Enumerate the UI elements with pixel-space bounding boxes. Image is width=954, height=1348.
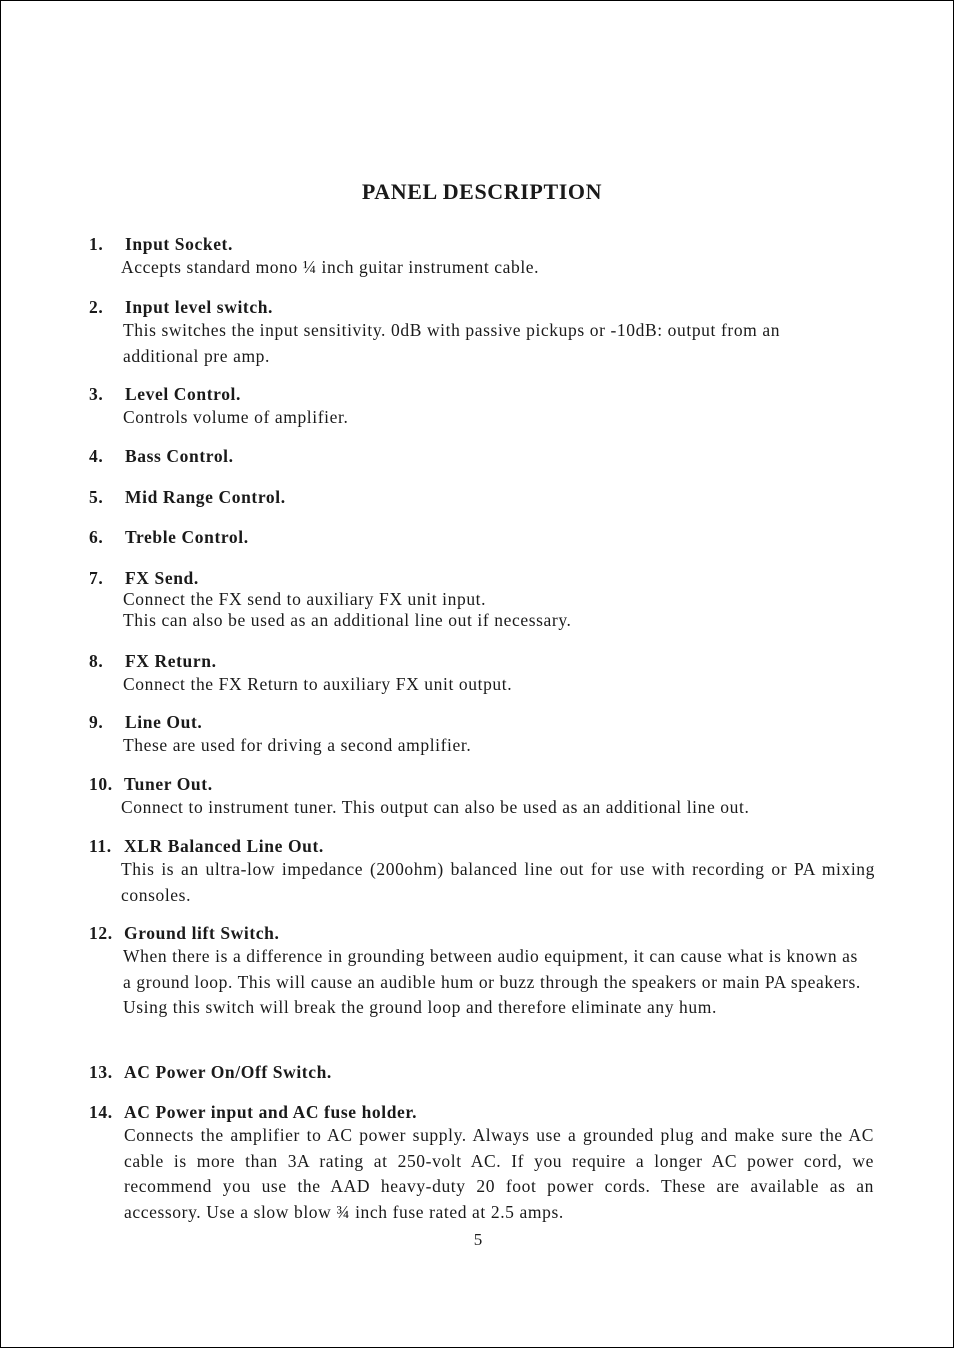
item-paragraph: This can also be used as an additional line out if necessary. [123,610,572,630]
item-heading [89,835,879,857]
item-description [123,672,879,698]
list-item-fx-send [89,567,879,631]
list-item-ac-power-input-fuse-holder [89,1101,879,1225]
item-paragraph: Controls volume of amplifier. [123,407,349,427]
item-number: 9. [89,712,104,732]
item-title: AC Power On/Off Switch. [124,1062,332,1082]
item-description [121,857,875,908]
item-title: Line Out. [125,712,203,732]
item-number: 14. [89,1102,113,1122]
item-title: Mid Range Control. [125,487,286,507]
item-heading [89,650,879,672]
item-heading [89,383,879,405]
item-paragraph: These are used for driving a second amplifier. [123,735,472,755]
item-description [123,318,853,369]
list-item-ground-lift-switch [89,922,879,1021]
item-title: Input Socket. [125,234,233,254]
item-heading [89,445,879,467]
item-heading [89,486,879,508]
item-title: Tuner Out. [124,774,213,794]
item-description [123,405,879,431]
item-heading [89,922,879,944]
item-number: 10. [89,774,113,794]
item-number: 8. [89,651,104,671]
item-heading [89,773,879,795]
item-number: 11. [89,836,112,856]
item-description [121,795,879,821]
list-item-line-out [89,711,879,759]
list-item-input-socket [89,233,879,281]
item-description [123,733,879,759]
item-heading [89,567,879,589]
list-item-xlr-balanced-line-out [89,835,879,908]
page-title: PANEL DESCRIPTION [361,179,603,204]
item-heading [89,711,879,733]
item-title: FX Return. [125,651,217,671]
item-description [124,1123,874,1225]
item-paragraph: This is an ultra-low impedance (200ohm) balanced line out for use with recording or PA mixing consoles. [121,859,875,905]
list-item-input-level-switch [89,296,879,369]
item-description [121,255,879,281]
list-item-fx-return [89,650,879,698]
item-heading [89,1101,879,1123]
item-paragraph: Connect the FX send to auxiliary FX unit input. [123,589,487,609]
item-number: 1. [89,234,104,254]
item-heading [89,1061,879,1083]
item-number: 2. [89,297,104,317]
item-heading [89,526,879,548]
list-item-bass-control [89,445,879,467]
item-description [123,589,879,631]
page-number: 5 [473,1230,483,1249]
item-paragraph: When there is a difference in grounding between audio equipment, it can cause what is known as a ground loop. This will cause an audible hum or buzz through the speakers or main PA speakers. Using this switch will break the ground loop and therefore eliminate any hum. [123,946,861,1017]
item-paragraph: Accepts standard mono ¼ inch guitar instrument cable. [121,257,540,277]
item-title: Input level switch. [125,297,274,317]
item-title: Treble Control. [125,527,249,547]
item-title: FX Send. [125,568,199,588]
item-number: 7. [89,568,104,588]
item-paragraph: This switches the input sensitivity. 0dB with passive pickups or -10dB: output from an additional pre amp. [123,320,781,366]
item-number: 5. [89,487,104,507]
list-item-treble-control [89,526,879,548]
item-paragraph: Connect the FX Return to auxiliary FX unit output. [123,674,513,694]
item-paragraph: Connect to instrument tuner. This output can also be used as an additional line out. [121,797,750,817]
item-title: Level Control. [125,384,241,404]
item-paragraph: Connects the amplifier to AC power supply. Always use a grounded plug and make sure the AC cable is more than 3A rating at 250-volt AC. If you require a longer AC power cord, we recommend you use the AAD heavy-duty 20 foot power cords. These are available as an accessory. Use a slow blow ¾ inch fuse rated at 2.5 amps. [124,1125,874,1222]
list-item-tuner-out [89,773,879,821]
item-number: 12. [89,923,113,943]
item-number: 3. [89,384,104,404]
item-title: AC Power input and AC fuse holder. [124,1102,418,1122]
list-item-level-control [89,383,879,431]
item-heading [89,233,879,255]
item-number: 4. [89,446,104,466]
item-title: XLR Balanced Line Out. [124,836,324,856]
item-heading [89,296,879,318]
list-item-ac-power-switch [89,1061,879,1083]
item-number: 6. [89,527,104,547]
item-description [123,944,861,1021]
item-title: Bass Control. [125,446,234,466]
list-item-mid-range-control [89,486,879,508]
item-title: Ground lift Switch. [124,923,280,943]
item-number: 13. [89,1062,113,1082]
